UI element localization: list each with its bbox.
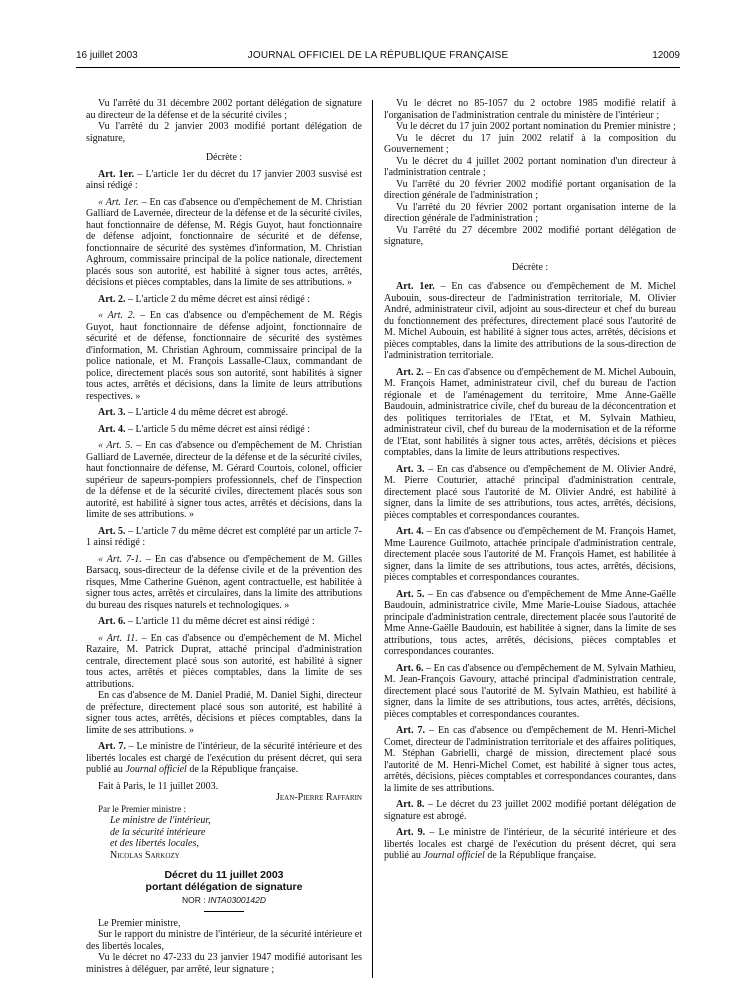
article-4 bbox=[86, 424, 362, 436]
quoted-label: « Art. 11. bbox=[98, 632, 138, 644]
article-text: – En cas d'absence ou d'empêchement de Mme Anne-Gaëlle Baudouin, administratrice civile, Mme Marie-Louise Siadous, attachée principale d'administration centrale, directement placée sous l'autorité de Mme Anne-Gaëlle Baudouin, est habilitée à signer, dans la limite de ses attributions, tous actes, arrêtés, décisions, pièces comptables et correspondances courantes. bbox=[384, 588, 676, 657]
par-line: Par le Premier ministre : bbox=[98, 803, 186, 814]
vu-paragraph: Vu le décret du 17 juin 2002 relatif à la composition du Gouvernement ; bbox=[384, 132, 676, 155]
article-text: – L'article 1er du décret du 17 janvier 2003 susvisé est ainsi rédigé : bbox=[86, 168, 362, 191]
article-text: – En cas d'absence ou d'empêchement de M. Henri-Michel Comet, directeur de l'administration territoriale et des affaires politiques, M. Stéphan Gabrielli, chargé de mission, directement placé sous l'autorité de M. Henri-Michel Comet, est habilité à signer tous actes, arrêtés, décisions, pièces comptables et correspondances courantes, dans la limite de ses attributions. bbox=[384, 725, 676, 794]
article-text: – En cas d'absence ou d'empêchement de M. Sylvain Mathieu, M. Jean-François Gavoury, attaché principal d'administration centrale, directement placé sous l'autorité de M. Sylvain Mathieu, est habilité à signer, dans la limite de ses attributions, tous actes, arrêtés, décisions, pièces comptables et correspondances courantes. bbox=[384, 662, 676, 720]
nor-reference bbox=[86, 895, 362, 912]
article-label: Art. 5. bbox=[98, 525, 126, 537]
article-label: Art. 9. bbox=[396, 827, 426, 838]
article-2 bbox=[86, 294, 362, 306]
article-label: Art. 2. bbox=[396, 366, 424, 378]
article-7 bbox=[86, 741, 362, 776]
right-column bbox=[384, 98, 676, 862]
decree-intro: Le Premier ministre, bbox=[98, 917, 181, 929]
article-text: – L'article 5 du même décret est ainsi rédigé : bbox=[125, 423, 311, 435]
vu-paragraph: Vu l'arrêté du 20 février 2002 modifié portant organisation de la direction générale de l'administration ; bbox=[384, 178, 676, 201]
article-text: – Le ministre de l'intérieur, de la sécurité intérieure et des libertés locales est chargé de l'exécution du présent décret, qui sera publié au bbox=[86, 741, 362, 775]
quoted-article-1 bbox=[86, 197, 362, 289]
article-label: Art. 3. bbox=[98, 407, 126, 418]
article-label: Art. 3. bbox=[396, 463, 425, 475]
quoted-article-5 bbox=[86, 440, 362, 521]
article-5 bbox=[384, 589, 676, 658]
nor-value: INTA0300142D bbox=[208, 895, 266, 905]
article-9 bbox=[384, 827, 676, 862]
minister-title-1: Le ministre de l'intérieur, bbox=[110, 815, 211, 826]
minister-title-2: de la sécurité intérieure bbox=[110, 826, 206, 838]
article-text: – L'article 7 du même décret est complété par un article 7-1 ainsi rédigé : bbox=[86, 525, 362, 548]
quoted-text: – En cas d'absence ou d'empêchement de M. Christian Galliard de Lavernée, directeur de la défense et de la sécurité civiles, haut fonctionnaire de défense, M. Régis Guyot, haut fonctionnaire de défense adjoint, fonctionnaire de sécurité et de défense, fonctionnaire de sécurité des systèmes d'information, M. Christian Aghroum, commissaire principal de la police nationale, directement placés sous son autorité, est habilité à signer tous actes, arrêtés, décisions et pièces comptables, dans la limite de ses attributions. » bbox=[86, 196, 362, 288]
vu-paragraph: Vu le décret no 85-1057 du 2 octobre 1985 modifié relatif à l'organisation de l'administration centrale du ministère de l'intérieur ; bbox=[384, 98, 676, 121]
article-text: – En cas d'absence ou d'empêchement de M. Olivier André, M. Pierre Couturier, attaché principal d'administration centrale, directement placé sous l'autorité de M. Olivier André, est habilité à signer, dans la limite de ses attributions, tous actes, arrêtés, décisions, pièces comptables et correspondances courantes. bbox=[384, 463, 676, 521]
quoted-label: « Art. 1er. bbox=[98, 196, 139, 208]
article-7 bbox=[384, 725, 676, 794]
article-label: Art. 6. bbox=[98, 616, 126, 627]
article-label: Art. 5. bbox=[396, 588, 425, 600]
vu-paragraph: Vu l'arrêté du 2 janvier 2003 modifié portant délégation de signature, bbox=[86, 121, 362, 144]
quoted-text: – En cas d'absence ou d'empêchement de M. Régis Guyot, haut fonctionnaire de défense adjoint, fonctionnaire de sécurité et de défense, fonctionnaire de sécurité des systèmes d'information, M. Christian Aghroum, commissaire principal de la police nationale, et M. François Lassalle-Claux, commandant de police, directement placés sous son autorité, sont habilités à signer tous actes, arrêtés et décisions, dans la limite de leurs attributions respectives. » bbox=[86, 310, 362, 402]
vu-paragraph: Vu le décret no 47-233 du 23 janvier 1947 modifié autorisant les ministres à déléguer, par arrêté, leur signature ; bbox=[86, 952, 362, 975]
page-number: 12009 bbox=[652, 50, 680, 61]
article-label: Art. 8. bbox=[396, 799, 425, 810]
article-5 bbox=[86, 526, 362, 549]
article-text: – L'article 2 du même décret est ainsi rédigé : bbox=[125, 293, 311, 305]
article-text: – En cas d'absence ou d'empêchement de M. Michel Aubouin, sous-directeur de l'administration territoriale, M. Olivier André, administrateur civil, adjoint au sous-directeur et chef du bureau du fonctionnement des préfectures, directement placé sous l'autorité de M. Michel Aubouin, est habilité à signer tous actes, arrêtés, décisions et pièces comptables, dans la limite des attributions de la sous-direction de l'administration territoriale. bbox=[384, 281, 677, 361]
header-rule bbox=[76, 67, 680, 68]
article-text-end: de la République française. bbox=[484, 850, 597, 861]
article-text: – L'article 11 du même décret est ainsi rédigé : bbox=[125, 616, 315, 627]
article-3 bbox=[86, 407, 362, 419]
quoted-label: « Art. 2. bbox=[98, 310, 136, 321]
article-4 bbox=[384, 526, 676, 584]
minister-title-3: et des libertés locales, bbox=[110, 838, 199, 849]
article-text: – Le décret du 23 juillet 2002 modifié portant délégation de signature est abrogé. bbox=[384, 799, 676, 822]
decree-title bbox=[86, 869, 362, 893]
signatory-name: Jean-Pierre Raffarin bbox=[276, 792, 362, 803]
article-text-end: de la République française. bbox=[186, 764, 299, 775]
article-text: – En cas d'absence ou d'empêchement de M. François Hamet, Mme Laurence Guilmoto, attachée principale d'administration centrale, directement placée sous l'autorité de M. François Hamet, est habilitée à signer, dans la limite de ses attributions, tous actes, arrêtés, décisions, pièces comptables et correspondances courantes. bbox=[384, 526, 677, 583]
article-text: – Le ministre de l'intérieur, de la sécurité intérieure et des libertés locales est chargé de l'exécution du présent décret, qui sera publié au bbox=[384, 827, 676, 861]
quoted-label: « Art. 5. bbox=[98, 440, 133, 451]
article-2 bbox=[384, 367, 676, 459]
left-column bbox=[86, 98, 362, 975]
article-label: Art. 1er. bbox=[98, 168, 135, 180]
article-label: Art. 1er. bbox=[396, 281, 435, 292]
quoted-article-11-para2: En cas d'absence de M. Daniel Pradié, M. Daniel Sighi, directeur de préfecture, directement placé sous son autorité, est habilité à signer tous actes, arrêtés, décisions et pièces comptables, dans la limite de ses attributions. » bbox=[86, 690, 362, 736]
decrete-heading: Décrète : bbox=[511, 261, 549, 273]
journal-title: JOURNAL OFFICIEL DE LA RÉPUBLIQUE FRANÇAISE bbox=[247, 50, 509, 61]
vu-paragraph: Vu l'arrêté du 31 décembre 2002 portant délégation de signature au directeur de la défense et de la sécurité civiles ; bbox=[86, 98, 362, 121]
vu-paragraph: Vu le décret du 17 juin 2002 portant nomination du Premier ministre ; bbox=[396, 121, 676, 132]
article-label: Art. 4. bbox=[98, 423, 126, 435]
quoted-article-11 bbox=[86, 633, 362, 691]
vu-paragraph: Vu l'arrêté du 20 février 2002 portant organisation interne de la direction générale de l'administration ; bbox=[384, 201, 676, 224]
article-label: Art. 4. bbox=[396, 526, 424, 537]
article-6 bbox=[384, 663, 676, 721]
quoted-article-7-1 bbox=[86, 554, 362, 612]
quoted-text: – En cas d'absence ou d'empêchement de M. Christian Galliard de Lavernée, directeur de la défense et de la sécurité civiles, haut fonctionnaire de défense, M. Gérard Courtois, colonel, officier supérieur de sapeurs-pompiers professionnels, chef de l'inspection de la défense et de la sécurité civiles, directement placés sous son autorité, est habilité à signer tous actes, arrêtés et décisions, dans la limite de ses attributions. » bbox=[86, 440, 362, 520]
decrete-heading: Décrète : bbox=[205, 152, 243, 163]
decree-title-line-1: Décret du 11 juillet 2003 bbox=[164, 869, 284, 881]
article-label: Art. 6. bbox=[396, 662, 424, 674]
decree-rapport: Sur le rapport du ministre de l'intérieur, de la sécurité intérieure et des libertés locales, bbox=[86, 929, 362, 952]
article-6 bbox=[86, 616, 362, 628]
nor-label: NOR : bbox=[182, 895, 208, 905]
minister-name: Nicolas Sarkozy bbox=[110, 849, 180, 861]
header-date: 16 juillet 2003 bbox=[76, 50, 138, 61]
article-1 bbox=[86, 169, 362, 192]
journal-officiel-ref: Journal officiel bbox=[125, 764, 187, 775]
decree-title-line-2: portant délégation de signature bbox=[145, 881, 303, 893]
article-label: Art. 2. bbox=[98, 293, 126, 305]
nor-rule bbox=[204, 911, 244, 912]
vu-paragraph: Vu le décret du 4 juillet 2002 portant nomination d'un directeur à l'administration centrale ; bbox=[384, 155, 676, 178]
journal-officiel-ref: Journal officiel bbox=[423, 850, 485, 861]
article-label: Art. 7. bbox=[396, 725, 425, 736]
article-label: Art. 7. bbox=[98, 741, 126, 752]
article-text: – L'article 4 du même décret est abrogé. bbox=[125, 407, 289, 418]
page-header bbox=[76, 50, 680, 64]
article-1 bbox=[384, 281, 676, 362]
fait-line: Fait à Paris, le 11 juillet 2003. bbox=[98, 780, 219, 792]
quoted-text: – En cas d'absence ou d'empêchement de M. Gilles Barsacq, sous-directeur de la défense civile et de la prévention des risques, Mme Catherine Guénon, agent contractuelle, est habilitée à signer tous actes, arrêtés et circulaires, dans la limite des attributions du bureau des risques naturels et technologiques. » bbox=[86, 553, 362, 611]
article-3 bbox=[384, 464, 676, 522]
vu-paragraph: Vu l'arrêté du 27 décembre 2002 modifié portant délégation de signature, bbox=[384, 224, 676, 247]
quoted-label: « Art. 7-1. bbox=[98, 553, 142, 565]
quoted-article-2 bbox=[86, 310, 362, 402]
quoted-text: – En cas d'absence ou d'empêchement de M. Michel Razaire, M. Patrick Duprat, attaché principal d'administration centrale, directement placé sous son autorité, est habilité à signer tous actes, arrêtés et pièces comptables, dans la limite de ses attributions. bbox=[86, 632, 362, 690]
column-separator bbox=[372, 100, 373, 978]
article-text: – En cas d'absence ou d'empêchement de M. Michel Aubouin, M. François Hamet, administrateur civil, chef du bureau de l'action régionale et de l'aménagement du territoire, Mme Anne-Gaëlle Baudouin, administratrice civile, chef du bureau de la déconcentration et des politiques territoriales de l'Etat, et M. Sylvain Mathieu, administrateur civil, chef du bureau de la modernisation et de la réforme de l'Etat, sont habilités à signer tous actes, arrêtés, décisions et pièces comptables, dans la limite de leurs attributions respectives. bbox=[384, 366, 676, 458]
article-8 bbox=[384, 799, 676, 822]
